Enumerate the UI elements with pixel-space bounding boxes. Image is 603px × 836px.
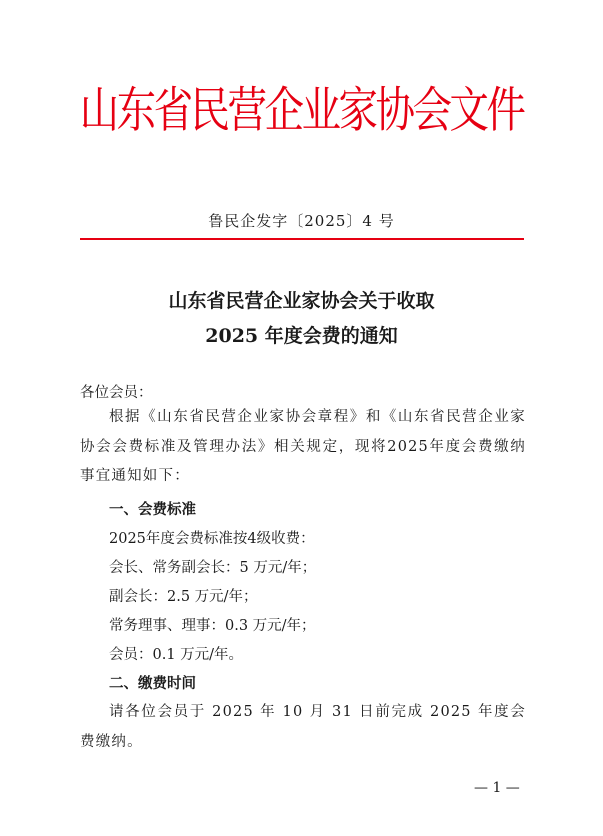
document-number: 鲁民企发字〔2025〕4 号: [208, 212, 395, 230]
notice-title-line-1: 山东省民营企业家协会关于收取: [168, 290, 435, 312]
fee-member: 会员：0.1 万元/年。: [109, 647, 244, 663]
section-2-heading: 二、缴费时间: [109, 675, 196, 692]
fee-president: 会长、常务副会长：5 万元/年；: [109, 560, 317, 576]
intro-paragraph: 根据《山东省民营企业家协会章程》和《山东省民营企业家协会会费标准及管理办法》相关规定，现将2025年度会费缴纳事宜通知如下：: [80, 409, 526, 484]
fee-vice-president: 副会长：2.5 万元/年；: [109, 589, 258, 605]
red-divider-line: [80, 238, 524, 240]
notice-title-line-2: 2025 年度会费的通知: [205, 325, 398, 347]
payment-deadline-paragraph: 请各位会员于 2025 年 10 月 31 日前完成 2025 年度会费缴纳。: [80, 704, 526, 750]
section-1-heading: 一、会费标准: [109, 501, 196, 518]
fee-rule-line: 2025年度会费标准按4级收费：: [109, 531, 315, 547]
salutation: 各位会员：: [80, 385, 153, 401]
fee-director: 常务理事、理事：0.3 万元/年；: [109, 618, 316, 634]
masthead-title: 山东省民营企业家协会文件: [79, 81, 524, 138]
page-number: — 1 —: [474, 780, 520, 796]
